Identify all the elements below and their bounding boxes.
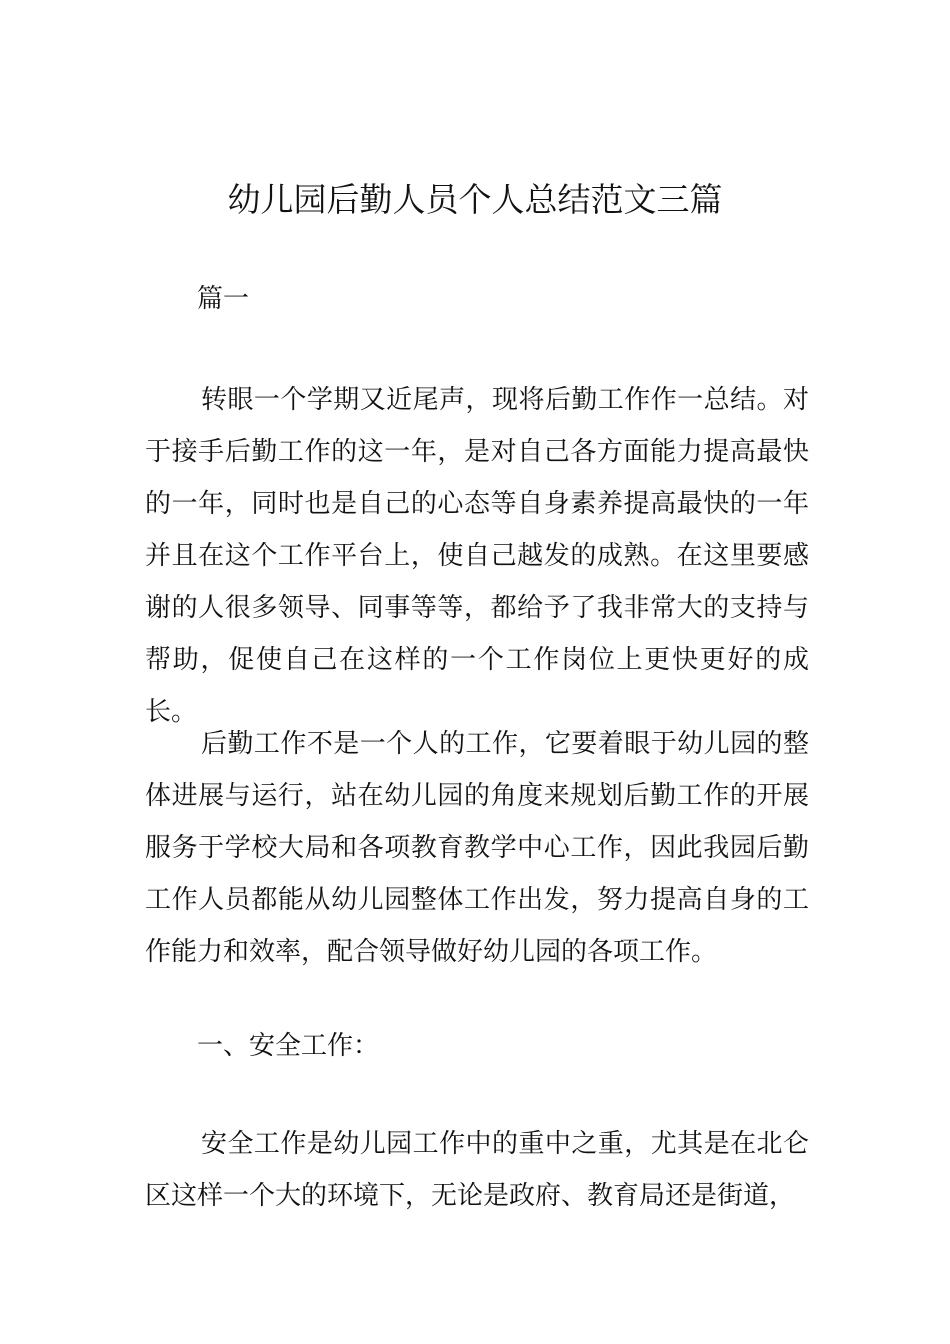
- paragraph-1: 转眼一个学期又近尾声，现将后勤工作作一总结。对于接手后勤工作的这一年，是对自己各方面能力提高最快的一年，同时也是自己的心态等自身素养提高最快的一年并且在这个工作平台上，使自己越发的成熟。在这里要感谢的人很多领导、同事等等，都给予了我非常大的支持与帮助，促使自己在这样的一个工作岗位上更快更好的成长。: [145, 385, 809, 727]
- section-label: 篇一: [197, 284, 250, 314]
- paragraph-3: 安全工作是幼儿园工作中的重中之重，尤其是在北仑区这样一个大的环境下，无论是政府、教育局还是街道，: [145, 1129, 809, 1211]
- section-heading-safety: 一、安全工作：: [197, 1031, 380, 1061]
- paragraph-2: 后勤工作不是一个人的工作，它要着眼于幼儿园的整体进展与运行，站在幼儿园的角度来规划后勤工作的开展服务于学校大局和各项教育教学中心工作，因此我园后勤工作人员都能从幼儿园整体工作出发，努力提高自身的工作能力和效率，配合领导做好幼儿园的各项工作。: [145, 729, 809, 967]
- document-title: 幼儿园后勤人员个人总结范文三篇: [227, 180, 723, 219]
